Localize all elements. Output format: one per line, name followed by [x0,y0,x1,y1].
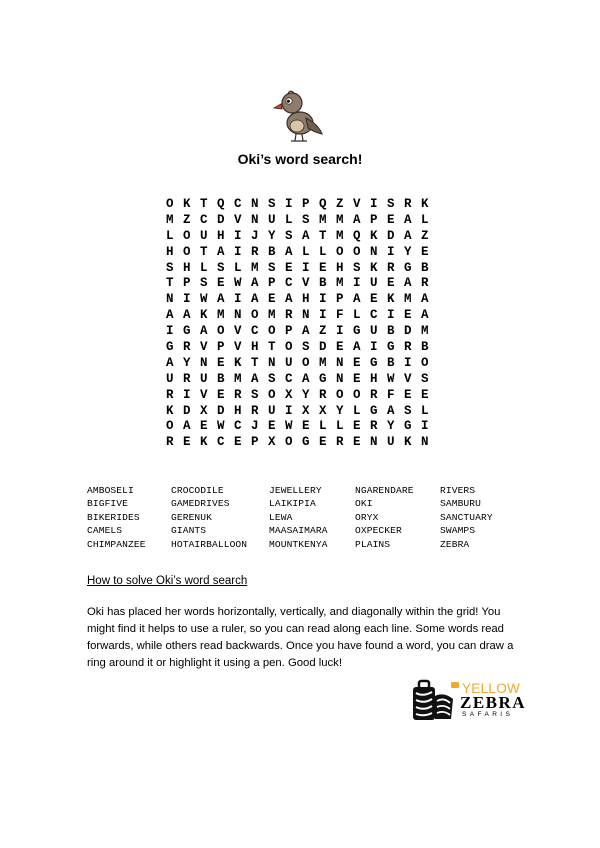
grid-letter[interactable]: A [404,228,412,243]
grid-letter[interactable]: I [404,355,412,370]
word-list-item: PLAINS [355,538,391,550]
grid-letter[interactable]: A [353,212,361,227]
word-list-item: BIGFIVE [87,498,129,510]
grid-letter[interactable]: P [285,324,293,339]
grid-letter[interactable]: E [353,371,361,386]
grid-letter[interactable]: G [353,324,361,339]
grid-letter[interactable]: L [234,260,242,275]
grid-letter[interactable]: X [285,387,293,402]
grid-letter[interactable]: L [319,244,327,259]
grid-letter[interactable]: C [370,308,378,323]
grid-letter[interactable]: O [251,308,259,323]
grid-letter[interactable]: T [268,340,276,355]
grid-letter[interactable]: E [302,419,310,434]
grid-letter[interactable]: O [285,435,293,450]
grid-letter[interactable]: I [183,292,191,307]
grid-letter[interactable]: V [234,212,242,227]
grid-letter[interactable]: R [166,387,174,402]
grid-letter[interactable]: P [370,212,378,227]
grid-letter[interactable]: M [336,212,344,227]
grid-letter[interactable]: R [234,387,242,402]
grid-letter[interactable]: Q [217,197,225,211]
grid-letter[interactable]: O [302,355,310,370]
grid-letter[interactable]: R [251,403,259,418]
word-list-item: OKI [355,498,373,510]
grid-letter[interactable]: R [370,387,378,402]
grid-letter[interactable]: A [353,292,361,307]
grid-letter[interactable]: L [353,403,361,418]
grid-letter[interactable]: V [404,371,412,386]
grid-letter[interactable]: D [404,324,412,339]
grid-letter[interactable]: C [285,276,293,291]
grid-letter[interactable]: I [183,387,191,402]
grid-letter[interactable]: G [370,355,378,370]
grid-letter[interactable]: N [234,308,242,323]
word-list-item: GAMEDRIVES [171,498,230,510]
grid-letter[interactable]: I [370,340,378,355]
grid-letter[interactable]: I [370,197,378,211]
grid-letter[interactable]: K [166,403,174,418]
grid-letter[interactable]: Y [336,403,344,418]
grid-letter[interactable]: O [421,355,429,370]
grid-letter[interactable]: S [217,260,225,275]
grid-letter[interactable]: L [302,244,310,259]
page-title: Oki’s word search! [237,151,363,167]
grid-letter[interactable]: M [319,355,327,370]
word-list-item: GIANTS [171,525,207,537]
grid-letter[interactable]: V [200,387,208,402]
word-list-item: GERENUK [171,511,213,523]
grid-letter[interactable]: W [285,419,293,434]
grid-letter[interactable]: C [200,212,208,227]
grid-letter[interactable]: I [166,324,174,339]
grid-letter[interactable]: P [268,276,276,291]
grid-letter[interactable]: U [285,355,293,370]
grid-letter[interactable]: G [404,419,412,434]
grid-letter[interactable]: N [370,244,378,259]
grid-letter[interactable]: G [302,435,310,450]
grid-letter[interactable]: G [387,340,395,355]
grid-letter[interactable]: E [217,387,225,402]
grid-letter[interactable]: M [404,292,412,307]
grid-letter[interactable]: U [268,403,276,418]
grid-letter[interactable]: L [353,308,361,323]
grid-letter[interactable]: O [268,387,276,402]
grid-letter[interactable]: I [234,292,242,307]
grid-letter[interactable]: O [336,244,344,259]
grid-letter[interactable]: M [234,371,242,386]
grid-letter[interactable]: G [404,260,412,275]
grid-letter[interactable]: E [217,355,225,370]
grid-letter[interactable]: S [353,260,361,275]
grid-letter[interactable]: A [217,292,225,307]
grid-letter[interactable]: A [302,324,310,339]
grid-letter[interactable]: U [200,228,208,243]
grid-letter[interactable]: K [234,355,242,370]
grid-letter[interactable]: N [336,355,344,370]
grid-letter[interactable]: V [302,276,310,291]
grid-letter[interactable]: R [404,340,412,355]
grid-letter[interactable]: T [251,355,259,370]
grid-letter[interactable]: Z [183,212,191,227]
grid-letter[interactable]: C [251,324,259,339]
grid-letter[interactable]: R [166,435,174,450]
grid-letter[interactable]: E [319,435,327,450]
grid-letter[interactable]: O [217,324,225,339]
grid-letter[interactable]: H [336,260,344,275]
grid-letter[interactable]: X [319,403,327,418]
grid-letter[interactable]: E [404,308,412,323]
grid-letter[interactable]: Y [268,228,276,243]
grid-letter[interactable]: G [319,371,327,386]
grid-letter[interactable]: N [336,371,344,386]
grid-letter[interactable]: K [421,197,429,211]
grid-letter[interactable]: I [387,244,395,259]
grid-letter[interactable]: S [268,260,276,275]
grid-letter[interactable]: S [404,403,412,418]
grid-letter[interactable]: B [421,340,429,355]
grid-letter[interactable]: M [166,212,174,227]
grid-letter[interactable]: N [251,197,259,211]
grid-letter[interactable]: I [387,308,395,323]
grid-letter[interactable]: R [387,260,395,275]
grid-letter[interactable]: E [268,292,276,307]
word-list-item: AMBOSELI [87,485,134,496]
instructions-text: Oki has placed her words horizontally, vertically, and diagonally within the grid! You might find it helps to use a ruler, so you can read along each line. Some words read forwards, while others read backwards. Once you have found a word, you can draw a ring around it or highlight it using a pen. Good luck! [87,606,514,669]
word-list-item: CHIMPANZEE [87,538,146,550]
grid-letter[interactable]: E [421,387,429,402]
grid-letter[interactable]: S [268,197,276,211]
grid-letter[interactable]: S [421,371,429,386]
grid-letter[interactable]: C [285,371,293,386]
grid-letter[interactable]: L [200,260,208,275]
grid-letter[interactable]: X [200,403,208,418]
word-list-item: ORYX [355,511,379,523]
grid-letter[interactable]: E [387,212,395,227]
word-list-item: SAMBURU [440,498,482,510]
grid-letter[interactable]: I [336,324,344,339]
grid-letter[interactable]: H [217,228,225,243]
grid-letter[interactable]: A [200,324,208,339]
grid-letter[interactable]: H [251,340,259,355]
grid-letter[interactable]: S [200,276,208,291]
grid-letter[interactable]: H [234,403,242,418]
grid-letter[interactable]: G [166,340,174,355]
grid-letter[interactable]: S [166,260,174,275]
word-list-item: CROCODILE [171,485,224,496]
grid-letter[interactable]: L [166,228,174,243]
word-list-item: LEWA [269,511,293,523]
grid-letter[interactable]: M [319,212,327,227]
grid-letter[interactable]: K [404,435,412,450]
grid-letter[interactable]: W [387,371,395,386]
grid-letter[interactable]: A [251,371,259,386]
grid-letter[interactable]: A [251,292,259,307]
grid-letter[interactable]: N [200,355,208,370]
grid-letter[interactable]: A [302,228,310,243]
grid-letter[interactable]: A [404,276,412,291]
grid-letter[interactable]: O [166,419,174,434]
grid-letter[interactable]: N [421,435,429,450]
grid-letter[interactable]: J [251,419,259,434]
grid-letter[interactable]: G [370,403,378,418]
grid-letter[interactable]: K [387,292,395,307]
word-list-item: SWAMPS [440,525,476,537]
grid-letter[interactable]: N [251,212,259,227]
grid-letter[interactable]: P [183,276,191,291]
grid-letter[interactable]: A [421,292,429,307]
grid-letter[interactable]: D [217,212,225,227]
grid-letter[interactable]: X [268,435,276,450]
grid-letter[interactable]: M [336,228,344,243]
grid-letter[interactable]: V [234,340,242,355]
grid-letter[interactable]: D [387,228,395,243]
grid-letter[interactable]: E [200,419,208,434]
grid-letter[interactable]: I [234,244,242,259]
grid-letter[interactable]: Q [353,228,361,243]
grid-letter[interactable]: O [353,387,361,402]
grid-letter[interactable]: E [319,260,327,275]
word-list-item: HOTAIRBALLOON [171,538,248,550]
grid-letter[interactable]: O [166,197,174,211]
grid-letter[interactable]: Q [319,197,327,211]
grid-letter[interactable]: B [268,244,276,259]
grid-letter[interactable]: C [234,419,242,434]
grid-letter[interactable]: R [251,244,259,259]
grid-letter[interactable]: S [268,371,276,386]
grid-letter[interactable]: N [370,435,378,450]
grid-letter[interactable]: V [234,324,242,339]
grid-letter[interactable]: I [319,308,327,323]
grid-letter[interactable]: E [234,435,242,450]
grid-letter[interactable]: H [183,260,191,275]
grid-letter[interactable]: K [183,197,191,211]
oki-bird-icon [270,88,326,144]
grid-letter[interactable]: T [166,276,174,291]
word-list-item: JEWELLERY [269,485,322,496]
grid-letter[interactable]: B [387,324,395,339]
grid-letter[interactable]: E [285,260,293,275]
grid-letter[interactable]: Y [302,387,310,402]
grid-letter[interactable]: M [251,260,259,275]
grid-letter[interactable]: F [387,387,395,402]
grid-letter[interactable]: S [251,387,259,402]
grid-letter[interactable]: L [421,212,429,227]
grid-letter[interactable]: O [183,228,191,243]
grid-letter[interactable]: U [200,371,208,386]
grid-letter[interactable]: E [183,435,191,450]
grid-letter[interactable]: U [370,324,378,339]
grid-letter[interactable]: M [336,276,344,291]
grid-letter[interactable]: T [319,228,327,243]
grid-letter[interactable]: I [302,260,310,275]
grid-letter[interactable]: A [302,371,310,386]
grid-letter[interactable]: E [353,435,361,450]
grid-letter[interactable]: I [421,419,429,434]
grid-letter[interactable]: M [421,324,429,339]
grid-letter[interactable]: Y [183,355,191,370]
grid-letter[interactable]: E [370,292,378,307]
grid-letter[interactable]: R [421,276,429,291]
word-list-item: OXPECKER [355,525,402,537]
grid-letter[interactable]: L [421,403,429,418]
grid-letter[interactable]: I [285,403,293,418]
grid-letter[interactable]: D [217,403,225,418]
grid-letter[interactable]: A [166,308,174,323]
grid-letter[interactable]: G [183,324,191,339]
grid-letter[interactable]: B [217,371,225,386]
grid-letter[interactable]: O [336,387,344,402]
grid-letter[interactable]: W [200,292,208,307]
grid-letter[interactable]: Z [421,228,429,243]
grid-letter[interactable]: A [387,403,395,418]
grid-letter[interactable]: L [285,212,293,227]
grid-letter[interactable]: S [302,212,310,227]
grid-letter[interactable]: H [166,244,174,259]
grid-letter[interactable]: T [200,244,208,259]
word-list-item: NGARENDARE [355,485,414,496]
grid-letter[interactable]: R [285,308,293,323]
grid-letter[interactable]: I [353,276,361,291]
grid-letter[interactable]: K [370,228,378,243]
grid-letter[interactable]: R [404,197,412,211]
grid-letter[interactable]: K [200,308,208,323]
grid-letter[interactable]: Y [404,244,412,259]
logo-safaris-text: SAFARIS [462,711,514,718]
grid-letter[interactable]: S [285,228,293,243]
grid-letter[interactable]: N [268,355,276,370]
grid-letter[interactable]: E [421,244,429,259]
grid-letter[interactable]: S [302,340,310,355]
word-list-item: ZEBRA [440,538,470,550]
grid-letter[interactable]: N [302,308,310,323]
grid-letter[interactable]: A [183,308,191,323]
grid-letter[interactable]: H [302,292,310,307]
grid-letter[interactable]: L [319,419,327,434]
word-search-grid [166,197,438,451]
grid-letter[interactable]: R [370,419,378,434]
grid-letter[interactable]: A [404,212,412,227]
grid-letter[interactable]: V [200,340,208,355]
grid-letter[interactable]: T [200,197,208,211]
grid-letter[interactable]: F [336,308,344,323]
word-list-item: BIKERIDES [87,511,140,523]
grid-letter[interactable]: B [421,260,429,275]
grid-letter[interactable]: K [200,435,208,450]
grid-letter[interactable]: C [234,197,242,211]
grid-letter[interactable]: R [336,435,344,450]
word-list-item: CAMELS [87,525,123,537]
word-list-item: SANCTUARY [440,511,493,523]
grid-letter[interactable]: A [166,355,174,370]
grid-letter[interactable]: R [183,340,191,355]
grid-letter[interactable]: H [370,371,378,386]
grid-letter[interactable]: E [336,340,344,355]
grid-letter[interactable]: I [319,292,327,307]
grid-letter[interactable]: P [251,435,259,450]
grid-letter[interactable]: B [387,355,395,370]
word-list-item: LAIKIPIA [269,498,316,510]
grid-letter[interactable]: D [319,340,327,355]
grid-letter[interactable]: E [353,355,361,370]
grid-letter[interactable]: S [387,197,395,211]
grid-letter[interactable]: O [285,340,293,355]
grid-letter[interactable]: Y [387,419,395,434]
grid-letter[interactable]: X [302,403,310,418]
grid-letter[interactable]: M [268,308,276,323]
grid-letter[interactable]: R [183,371,191,386]
word-list-item: MOUNTKENYA [269,538,328,550]
grid-letter[interactable]: A [183,419,191,434]
grid-letter[interactable]: A [285,292,293,307]
grid-letter[interactable]: P [302,197,310,211]
grid-letter[interactable]: K [370,260,378,275]
grid-letter[interactable]: O [268,324,276,339]
grid-letter[interactable]: J [251,228,259,243]
grid-letter[interactable]: I [234,228,242,243]
grid-letter[interactable]: E [268,419,276,434]
grid-letter[interactable]: A [421,308,429,323]
word-list-item: RIVERS [440,485,476,496]
grid-letter[interactable]: P [336,292,344,307]
grid-letter[interactable]: U [268,212,276,227]
grid-letter[interactable]: Z [336,197,344,211]
grid-letter[interactable]: Z [319,324,327,339]
grid-letter[interactable]: W [217,419,225,434]
logo-yellow-text: YELLOW [462,681,521,696]
grid-letter[interactable]: W [234,276,242,291]
word-list-item: MAASAIMARA [269,525,328,537]
grid-letter[interactable]: U [166,371,174,386]
grid-letter[interactable]: U [370,276,378,291]
grid-letter[interactable]: A [217,244,225,259]
grid-letter[interactable]: A [353,340,361,355]
grid-letter[interactable]: E [217,276,225,291]
grid-letter[interactable]: B [319,276,327,291]
grid-letter[interactable]: P [217,340,225,355]
grid-letter[interactable]: M [217,308,225,323]
grid-letter[interactable]: E [353,419,361,434]
grid-letter[interactable]: A [251,276,259,291]
word-list [87,484,520,551]
grid-letter[interactable]: N [166,292,174,307]
grid-letter[interactable]: O [353,244,361,259]
grid-letter[interactable]: C [217,435,225,450]
grid-letter[interactable]: L [336,419,344,434]
logo-zebra-text: ZEBRA [460,693,527,712]
grid-letter[interactable]: E [387,276,395,291]
grid-letter[interactable]: U [387,435,395,450]
grid-letter[interactable]: I [285,197,293,211]
grid-letter[interactable]: A [285,244,293,259]
grid-letter[interactable]: R [319,387,327,402]
grid-letter[interactable]: O [183,244,191,259]
instructions-heading: How to solve Oki’s word search [87,575,248,587]
grid-letter[interactable]: V [353,197,361,211]
grid-letter[interactable]: D [183,403,191,418]
grid-letter[interactable]: E [404,387,412,402]
